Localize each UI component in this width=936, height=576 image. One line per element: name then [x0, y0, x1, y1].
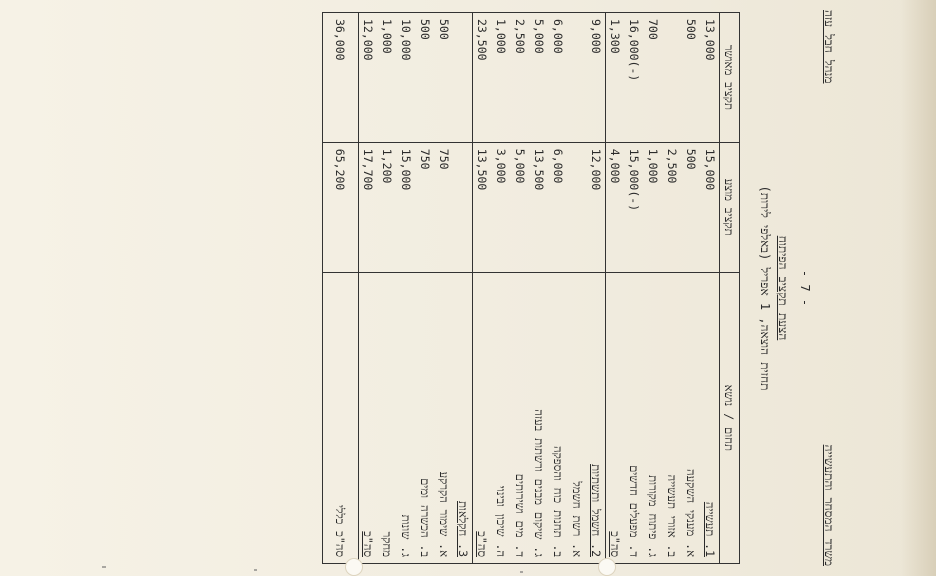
column-header-total: תקציב מוצע	[720, 142, 740, 272]
row-total: (-)15,000	[625, 142, 644, 272]
table-row	[682, 13, 701, 564]
row-label: ב. אזורי תעשייה	[663, 272, 682, 563]
row-approved: 5,000	[530, 13, 549, 143]
row-total	[454, 142, 473, 272]
table-row	[625, 13, 644, 564]
table-row	[606, 13, 625, 564]
row-label: ג. שונות	[397, 272, 416, 563]
row-label: ב. תחנות כוח והספקה	[549, 272, 568, 563]
row-label: ג. פיתוח מקורות	[644, 272, 663, 563]
column-header-item: תחום / נושא	[720, 272, 740, 563]
table-row	[587, 13, 606, 564]
table-row	[530, 13, 549, 564]
row-label: סה"כ	[473, 272, 492, 563]
table-row	[549, 13, 568, 564]
row-total: 15,000	[397, 142, 416, 272]
punch-hole	[598, 558, 616, 576]
row-approved: 700	[644, 13, 663, 143]
table-row	[359, 13, 378, 564]
row-approved: (-)16,000	[625, 13, 644, 143]
row-approved: 2,500	[511, 13, 530, 143]
row-label: ד. מים ושירותים	[511, 272, 530, 563]
row-total: 65,200	[323, 142, 359, 272]
letterhead	[816, 10, 836, 566]
row-approved: 6,000	[549, 13, 568, 143]
table-row	[644, 13, 663, 564]
row-label: ד. מפעלים חדשים	[625, 272, 644, 563]
scan-speck	[520, 571, 523, 573]
row-label: 2. חשמל ותשתיות	[587, 272, 606, 563]
row-total: 17,700	[359, 142, 378, 272]
row-approved	[454, 13, 473, 143]
scan-speck	[102, 566, 106, 568]
row-label: ה. שיכון ובינוי	[492, 272, 511, 563]
page-title: הצעת תקציב הפיתוח	[776, 235, 790, 341]
row-total: 1,000	[644, 142, 663, 272]
row-label: ג. שיקום מבנים ורשתות בעזה	[530, 272, 549, 563]
row-approved: 500	[416, 13, 435, 143]
row-total	[568, 142, 587, 272]
row-approved: 1,000	[492, 13, 511, 143]
row-approved	[663, 13, 682, 143]
table-row	[473, 13, 492, 564]
table-row	[435, 13, 454, 564]
page-number-row	[792, 10, 812, 566]
row-approved: 23,500	[473, 13, 492, 143]
table-row	[701, 13, 720, 564]
table-row	[416, 13, 435, 564]
row-total: 13,500	[530, 142, 549, 272]
row-label: 3. חקלאות	[454, 272, 473, 563]
row-total: 500	[682, 142, 701, 272]
row-label: א. רשת חשמל	[568, 272, 587, 563]
page-subtitle: (באלפי לירות) תחזית הוצאה, 1 אפריל	[758, 185, 772, 391]
table-row	[397, 13, 416, 564]
table-header-row	[720, 13, 740, 564]
page-number: - 7 -	[798, 269, 812, 307]
row-total: 750	[435, 142, 454, 272]
table-row	[663, 13, 682, 564]
row-total: 2,500	[663, 142, 682, 272]
row-total: 15,000	[701, 142, 720, 272]
row-approved	[568, 13, 587, 143]
row-total: 13,500	[473, 142, 492, 272]
header-ministry: משרד המסחר והתעשייה	[822, 444, 836, 566]
row-label: סה"כ	[606, 272, 625, 563]
table-row	[511, 13, 530, 564]
row-total: 4,000	[606, 142, 625, 272]
row-total: 1,200	[378, 142, 397, 272]
budget-table	[322, 12, 740, 564]
table-row	[568, 13, 587, 564]
punch-hole	[345, 558, 363, 576]
table-row	[492, 13, 511, 564]
rotated-page-content	[216, 10, 836, 566]
row-label: סה"כ	[359, 272, 378, 563]
row-label: ב. הכשרה ומים	[416, 272, 435, 563]
row-total: 12,000	[587, 142, 606, 272]
page-edge-shadow	[900, 0, 936, 576]
column-header-approved: תקציב מאושר	[720, 13, 740, 143]
row-label: מחקר	[378, 272, 397, 563]
row-label: 1. תעשייה	[701, 272, 720, 563]
header-administration: מנהל חבל עזה	[822, 10, 836, 84]
row-label: א. מענקי השקעה	[682, 272, 701, 563]
row-approved: 36,000	[323, 13, 359, 143]
row-approved: 9,000	[587, 13, 606, 143]
row-total: 5,000	[511, 142, 530, 272]
row-label: סה"כ כללי	[323, 272, 359, 563]
row-approved: 1,300	[606, 13, 625, 143]
row-approved: 500	[435, 13, 454, 143]
row-label: א. שימור הקרקע	[435, 272, 454, 563]
row-approved: 10,000	[397, 13, 416, 143]
scan-speck	[254, 569, 257, 571]
row-approved: 1,000	[378, 13, 397, 143]
table-row	[454, 13, 473, 564]
row-approved: 12,000	[359, 13, 378, 143]
row-total: 750	[416, 142, 435, 272]
row-total: 3,000	[492, 142, 511, 272]
table-row	[378, 13, 397, 564]
row-total: 6,000	[549, 142, 568, 272]
row-approved: 13,000	[701, 13, 720, 143]
row-approved: 500	[682, 13, 701, 143]
table-row	[323, 13, 359, 564]
